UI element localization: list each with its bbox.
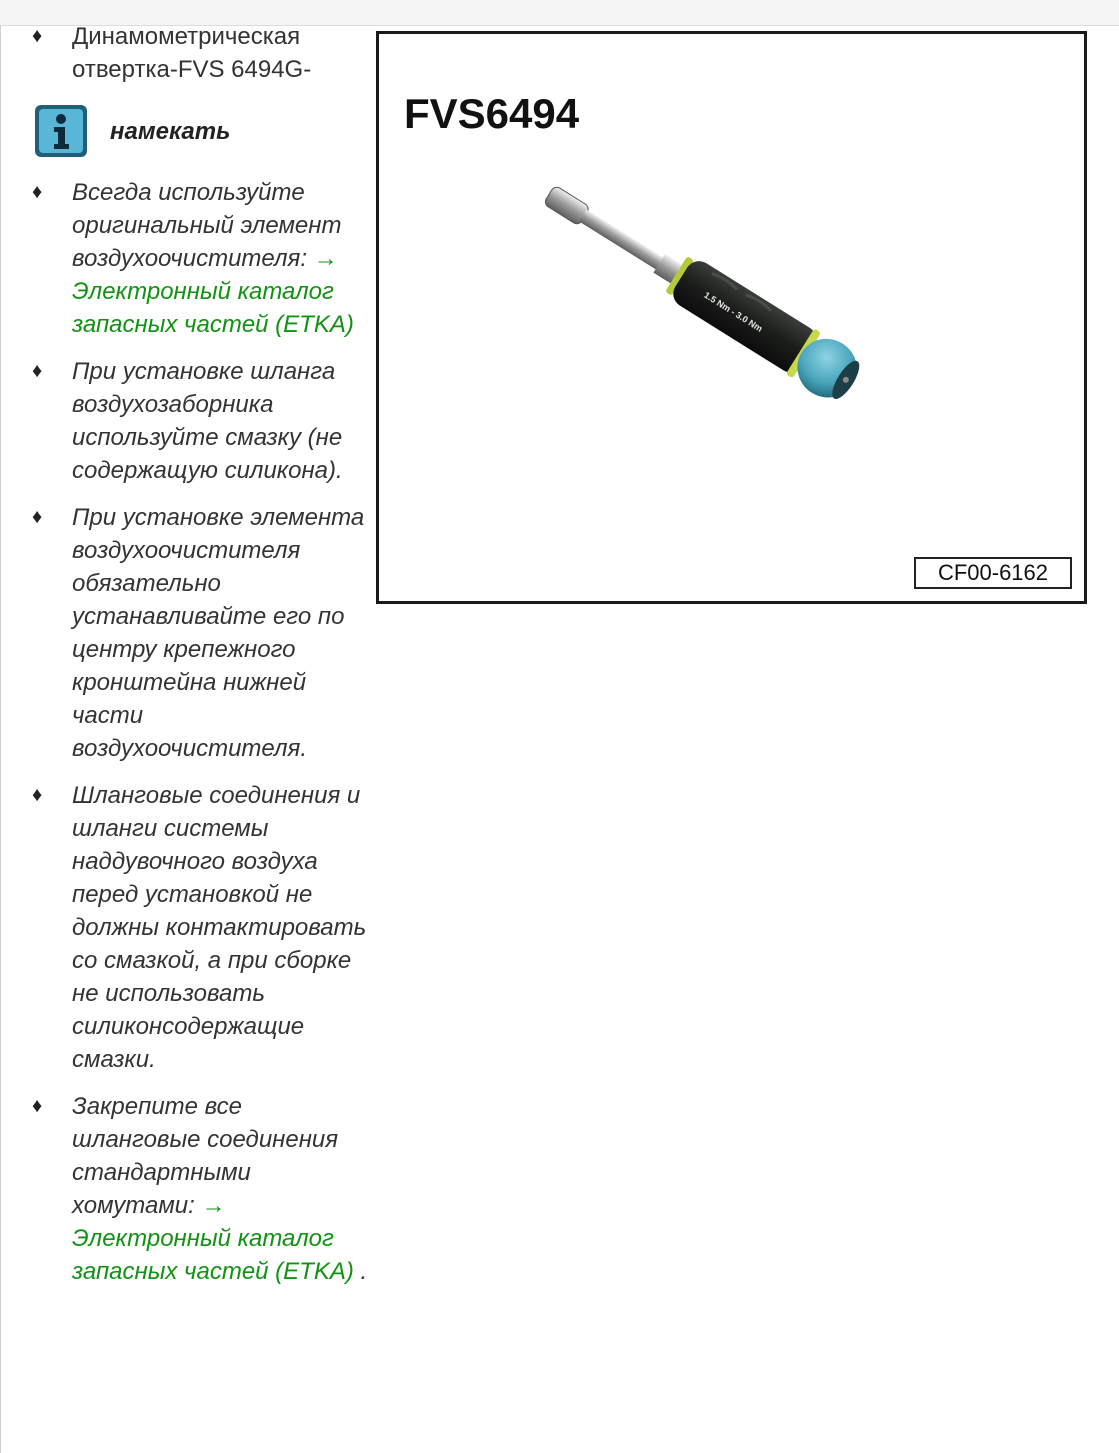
figure-title: FVS6494 — [404, 90, 580, 137]
list-item-text: При установке шланга воздухозаборника используйте смазку (не содержащую силикона). — [72, 358, 343, 484]
list-item — [30, 176, 370, 341]
etka-catalog-link[interactable]: → Электронный каталог запасных частей (ETKA) — [72, 245, 354, 338]
list-item-text: Шланговые соединения и шланги системы наддувочного воздуха перед установкой не должны контактировать со смазкой, а при сборке не использовать силиконсодержащие смазки. — [72, 782, 367, 1073]
list-item-text: Всегда используйте оригинальный элемент воздухоочистителя: — [72, 179, 342, 272]
list-item — [30, 355, 370, 487]
list-item — [30, 1090, 370, 1288]
bullet-icon: ♦ — [32, 1095, 43, 1117]
list-item-text: Динамометрическая отвертка-FVS 6494G- — [72, 23, 312, 83]
list-item-text: При установке элемента воздухоочистителя обязательно устанавливайте его по центру крепежного кронштейна нижней части воздухоочистителя. — [72, 504, 365, 762]
tool-figure — [376, 31, 1087, 604]
hint-block — [30, 102, 370, 160]
list-item-suffix: . — [353, 1258, 368, 1285]
tool-marking-text: 1.5 Nm - 3.0 Nm — [702, 289, 765, 334]
bullet-icon: ♦ — [32, 181, 43, 203]
bullet-icon: ♦ — [32, 506, 43, 528]
list-item — [30, 501, 370, 765]
bullet-icon: ♦ — [32, 360, 43, 382]
instruction-column — [30, 0, 370, 1285]
bullet-icon: ♦ — [32, 25, 43, 47]
bullet-icon: ♦ — [32, 784, 43, 806]
info-icon — [34, 104, 88, 158]
left-border — [0, 25, 1, 1453]
hint-label: намекать — [110, 118, 231, 145]
list-item-text: Закрепите все шланговые соединения стандартными хомутами: — [72, 1093, 339, 1219]
etka-catalog-link[interactable]: → Электронный каталог запасных частей (ETKA) — [72, 1192, 354, 1285]
torque-screwdriver-image — [509, 164, 889, 424]
list-item-tool — [30, 20, 370, 86]
list-item — [30, 779, 370, 1076]
figure-code: CF00-6162 — [914, 557, 1072, 589]
